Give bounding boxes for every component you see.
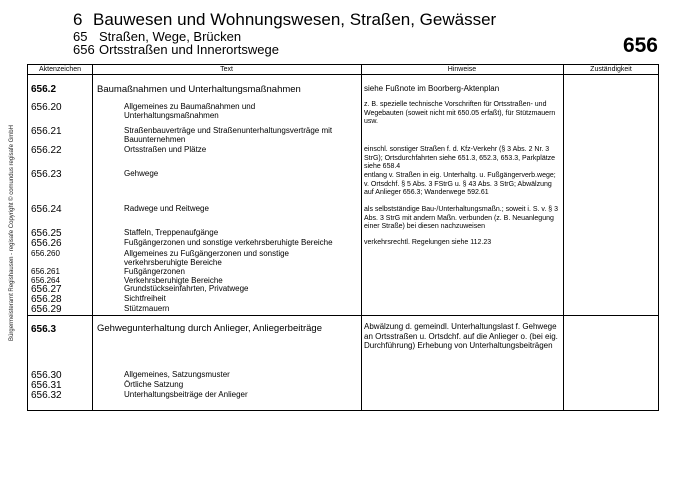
row-note: entlang v. Straßen in eig. Unterhaltg. u. Fußgängerverb.wege; v. Ortsdchf. § 5 Abs. 3 FStrG u. § 43 Abs. 3 StrG; Abwälzung auf Anlieger 656.3; Wanderwege 592.61 — [364, 172, 556, 196]
row-text: Gehwegunterhaltung durch Anlieger, Anliegerbeiträge — [97, 323, 322, 334]
row-text: Radwege und Reitwege — [124, 204, 209, 213]
group-title: Straßen, Wege, Brücken — [99, 29, 242, 44]
column-divider — [563, 65, 564, 410]
row-code: 656.31 — [31, 380, 62, 391]
row-code: 656.26 — [31, 238, 62, 249]
row-code: 656.32 — [31, 390, 62, 401]
chapter-title: Bauwesen und Wohnungswesen, Straßen, Gewässer — [93, 10, 497, 29]
row-code: 656.20 — [31, 102, 62, 113]
row-note: verkehrsrechtl. Regelungen siehe 112.23 — [364, 239, 492, 246]
row-code: 656.28 — [31, 294, 62, 305]
row-text: Staffeln, Treppenaufgänge — [124, 228, 219, 237]
row-text-continued: Unterhaltungsmaßnahmen — [124, 111, 219, 120]
column-divider — [92, 65, 93, 410]
row-code: 656.30 — [31, 370, 62, 381]
row-text: Fußgängerzonen und sonstige verkehrsberuhigte Bereiche — [124, 238, 333, 247]
row-code: 656.22 — [31, 145, 62, 156]
header-divider — [28, 74, 658, 75]
row-text-continued: verkehrsberuhigte Bereiche — [124, 258, 222, 267]
chapter-heading — [73, 10, 496, 30]
row-text: Verkehrsberuhigte Bereiche — [124, 276, 223, 285]
page-number: 656 — [622, 34, 658, 57]
row-code: 656.21 — [31, 126, 62, 137]
column-header-hinweise: Hinweise — [447, 66, 477, 73]
row-text: Grundstückseinfahrten, Privatwege — [124, 284, 249, 293]
row-text: Fußgängerzonen — [124, 267, 185, 276]
row-text: Stützmauern — [124, 304, 170, 313]
row-code: 656.261 — [31, 267, 60, 276]
row-code: 656.25 — [31, 228, 62, 239]
row-code: 656.2 — [31, 84, 57, 95]
column-header-text: Text — [220, 66, 233, 73]
row-code: 656.3 — [31, 324, 57, 335]
row-text: Baumaßnahmen und Unterhaltungsmaßnahmen — [97, 84, 301, 95]
row-code: 656.264 — [31, 276, 60, 285]
row-code: 656.27 — [31, 284, 62, 295]
row-text: Sichtfreiheit — [124, 294, 166, 303]
subgroup-title: Ortsstraßen und Innerortswege — [99, 42, 279, 57]
row-note: siehe Fußnote im Boorberg-Aktenplan — [364, 84, 500, 93]
section-divider — [28, 315, 658, 316]
column-divider — [361, 65, 362, 410]
row-code: 656.23 — [31, 169, 62, 180]
copyright-side-note: Bürgermeisteramt Regishausen - regisafe Copyright © comundus regisafe GmbH — [9, 125, 15, 341]
row-text: Ortsstraßen und Plätze — [124, 145, 207, 154]
row-text: Örtliche Satzung — [124, 380, 184, 389]
row-text: Allgemeines, Satzungsmuster — [124, 370, 230, 379]
row-text: Gehwege — [124, 169, 159, 178]
row-text: Allgemeines zu Baumaßnahmen und — [124, 102, 256, 111]
row-code: 656.29 — [31, 304, 62, 315]
group-number: 65 — [73, 29, 88, 44]
row-note: Abwälzung d. gemeindl. Unterhaltungslast f. Gehwege an Ortsstraßen u. Ortsdchf. auf die Anlieger o. (bei eig. Durchführung) Erhebung von Unterhaltungsbeiträgen — [364, 322, 558, 350]
row-text: Unterhaltungsbeiträge der Anlieger — [124, 390, 248, 399]
subgroup-heading — [73, 42, 279, 57]
subgroup-number: 656 — [73, 42, 95, 57]
row-text: Allgemeines zu Fußgängerzonen und sonstige — [124, 249, 289, 258]
row-note: als selbstständige Bau-/Unterhaltungsmaßn.; soweit i. S. v. § 3 Abs. 3 StrG mit andern Maßn. verbunden (z. B. Neuanlegung einer Straße) bei diesen nachzuweisen — [364, 206, 559, 230]
row-note: z. B. spezielle technische Vorschriften für Ortsstraßen- und Wegebauten (soweit nicht mit 650.05 erfaßt), für Stützmauern usw. — [364, 101, 556, 125]
row-text: Straßenbauverträge und Straßenunterhaltungsverträge mit — [124, 126, 333, 135]
row-code: 656.24 — [31, 204, 62, 215]
chapter-number: 6 — [73, 10, 83, 29]
row-note: einschl. sonstiger Straßen f. d. Kfz-Verkehr (§ 3 Abs. 2 Nr. 3 StrG); Ortsdurchfahrten siehe 651.3, 652.3, 653.3, Parkplätze siehe 658.4 — [364, 146, 556, 170]
row-text-continued: Bauunternehmen — [124, 135, 186, 144]
row-code: 656.260 — [31, 249, 60, 258]
column-header-aktenzeichen: Aktenzeichen — [38, 66, 82, 73]
column-header-zustaendigkeit: Zuständigkeit — [590, 66, 632, 73]
file-plan-table — [27, 64, 659, 411]
